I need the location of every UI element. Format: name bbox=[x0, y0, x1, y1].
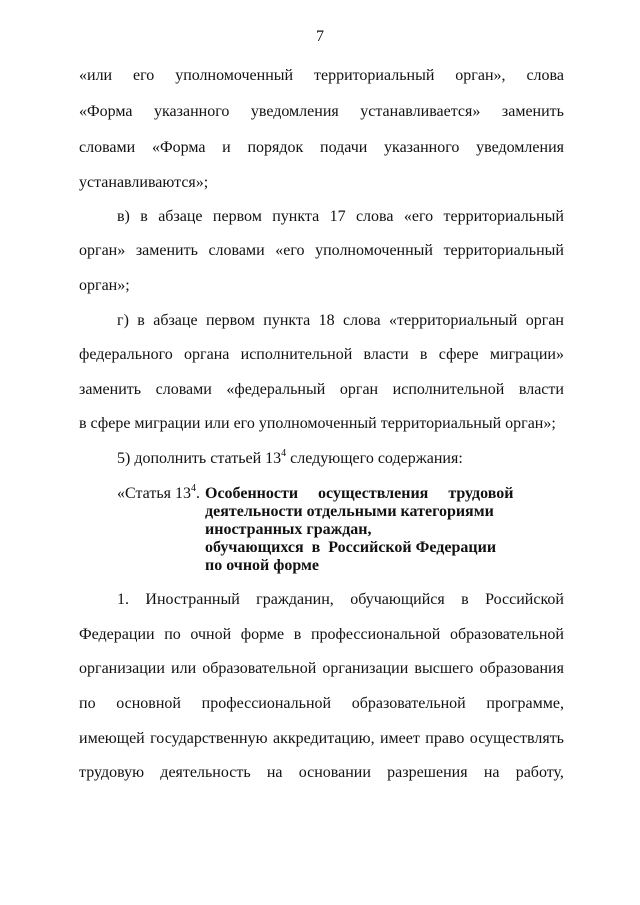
word: словами bbox=[79, 139, 136, 156]
word: очной bbox=[190, 626, 232, 643]
article-title-line: обучающихся в Российской Федерации bbox=[205, 539, 497, 556]
word: государственную bbox=[150, 730, 268, 747]
word: миграции» bbox=[489, 346, 564, 363]
word: аккредитацию, bbox=[272, 730, 375, 747]
word: территориальный bbox=[443, 208, 564, 225]
word: «его bbox=[403, 208, 434, 225]
word: в bbox=[293, 626, 302, 643]
word: подачи bbox=[320, 139, 368, 156]
word: уведомления bbox=[250, 103, 339, 120]
word: «Форма bbox=[151, 139, 206, 156]
text-line bbox=[79, 241, 564, 261]
word: основании bbox=[298, 764, 371, 781]
word: «Форма bbox=[79, 103, 133, 120]
text-line bbox=[79, 729, 564, 749]
word: его bbox=[133, 67, 155, 84]
word: уполномоченный bbox=[315, 242, 433, 259]
word: абзаце bbox=[158, 208, 203, 225]
text-line bbox=[79, 138, 564, 158]
word: федерального bbox=[79, 346, 173, 363]
word: словами bbox=[155, 381, 212, 398]
word: органа bbox=[184, 346, 230, 363]
text-line: орган»; bbox=[79, 277, 130, 294]
word: орган» bbox=[79, 242, 126, 259]
text-line bbox=[79, 763, 564, 783]
word: пункта bbox=[263, 312, 311, 329]
article-title-line: деятельности отдельными категориями bbox=[205, 503, 494, 520]
word: программе, bbox=[486, 695, 564, 712]
word: «его bbox=[275, 242, 305, 259]
word: образовательной bbox=[351, 695, 466, 712]
word: территориальный bbox=[443, 242, 564, 259]
word: на bbox=[266, 764, 283, 781]
word: 17 bbox=[329, 208, 346, 225]
article-title-line: по очной форме bbox=[205, 557, 319, 574]
word: имеющей bbox=[79, 730, 145, 747]
word: власти bbox=[363, 346, 409, 363]
text-segment: следующего содержания: bbox=[286, 450, 463, 467]
text-line bbox=[79, 380, 564, 400]
word: г) bbox=[117, 312, 129, 329]
word: исполнительной bbox=[392, 381, 505, 398]
word: уведомления bbox=[476, 139, 564, 156]
word: первом bbox=[205, 312, 255, 329]
word: форме bbox=[240, 626, 285, 643]
word: деятельность bbox=[160, 764, 251, 781]
word: слова bbox=[355, 208, 394, 225]
word: уполномоченный bbox=[175, 67, 294, 84]
word: исполнительной bbox=[240, 346, 353, 363]
word: образовательной bbox=[449, 626, 564, 643]
word: или bbox=[171, 660, 197, 677]
word: сфере bbox=[438, 346, 479, 363]
text-line bbox=[79, 659, 564, 679]
word: Федерации bbox=[79, 626, 155, 643]
word: гражданин, bbox=[256, 591, 334, 608]
word: по bbox=[164, 626, 181, 643]
word: заменить bbox=[135, 242, 198, 259]
word: «территориальный bbox=[388, 312, 518, 329]
word: заменить bbox=[501, 103, 564, 120]
text-line: в сфере миграции или его уполномоченный территориальный орган»; bbox=[79, 415, 556, 432]
word: высшего bbox=[414, 660, 474, 677]
word: порядок bbox=[247, 139, 304, 156]
text-line bbox=[117, 449, 463, 469]
word: право bbox=[425, 730, 465, 747]
article-title-line: Особенности осуществления трудовой bbox=[205, 485, 514, 502]
word: первом bbox=[212, 208, 262, 225]
word: указанного bbox=[154, 103, 230, 120]
word: образовательной bbox=[202, 660, 317, 677]
word: по bbox=[79, 695, 96, 712]
word: в bbox=[419, 346, 428, 363]
text-line bbox=[117, 207, 564, 227]
word: орган bbox=[339, 381, 379, 398]
word: осуществлять bbox=[469, 730, 564, 747]
word: профессиональной bbox=[310, 626, 441, 643]
word: орган bbox=[525, 312, 564, 329]
word: и bbox=[222, 139, 231, 156]
word: образования bbox=[479, 660, 564, 677]
word: заменить bbox=[79, 381, 142, 398]
word: в bbox=[461, 591, 469, 608]
superscript: 4 bbox=[281, 447, 287, 459]
word: трудовую bbox=[79, 764, 145, 781]
word: Российской bbox=[485, 591, 564, 608]
word: разрешения bbox=[387, 764, 468, 781]
word: работу, bbox=[515, 764, 564, 781]
text-segment: 5) дополнить статьей 13 bbox=[117, 450, 282, 467]
text-line bbox=[79, 345, 564, 365]
word: слова bbox=[526, 67, 564, 84]
word: слова bbox=[343, 312, 381, 329]
word: обучающийся bbox=[350, 591, 445, 608]
text-line: устанавливаются»; bbox=[79, 174, 209, 191]
word: профессиональной bbox=[201, 695, 332, 712]
word: на bbox=[483, 764, 500, 781]
text-line bbox=[79, 102, 564, 122]
text-line bbox=[79, 625, 564, 645]
word: словами bbox=[208, 242, 265, 259]
word: абзаце bbox=[153, 312, 198, 329]
word: «или bbox=[79, 67, 113, 84]
article-title-line: иностранных граждан, bbox=[205, 521, 372, 538]
word: в bbox=[137, 312, 145, 329]
word: пункта bbox=[272, 208, 320, 225]
word: организации bbox=[79, 660, 165, 677]
text-line bbox=[117, 590, 564, 610]
text-line bbox=[79, 694, 564, 714]
word: в bbox=[140, 208, 148, 225]
word: 1. bbox=[117, 591, 129, 608]
text-line bbox=[117, 311, 564, 331]
word: в) bbox=[117, 208, 130, 225]
word: устанавливается» bbox=[360, 103, 481, 120]
word: Иностранный bbox=[145, 591, 240, 608]
word: 18 bbox=[318, 312, 335, 329]
text-line bbox=[79, 66, 564, 86]
word: указанного bbox=[384, 139, 460, 156]
word: территориальный bbox=[313, 67, 435, 84]
word: «федеральный bbox=[226, 381, 326, 398]
word: имеет bbox=[379, 730, 420, 747]
page-number: 7 bbox=[316, 28, 324, 45]
article-prefix: «Статья $13^4$. bbox=[117, 482, 200, 502]
word: основной bbox=[116, 695, 181, 712]
word: власти bbox=[518, 381, 564, 398]
word: организации bbox=[322, 660, 409, 677]
word: орган», bbox=[455, 67, 506, 84]
